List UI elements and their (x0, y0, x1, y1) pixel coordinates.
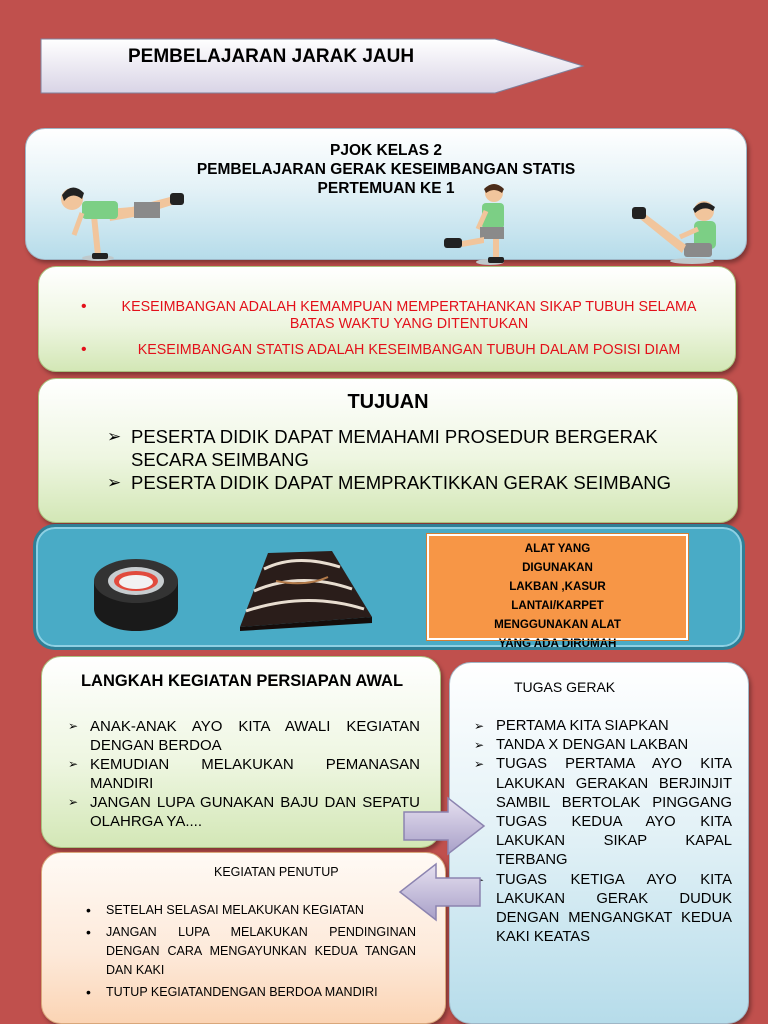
duct-tape-image (86, 551, 186, 635)
header-line-3: PERTEMUAN KE 1 (317, 180, 455, 197)
task-item: ➢ TUGAS KETIGA AYO KITA LAKUKAN GERAK DUDUK DENGAN MENGANGKAT KEDUA KAKI KEATAS (496, 871, 732, 948)
header-card (25, 128, 747, 260)
preparation-title: LANGKAH KEGIATAN PERSIAPAN AWAL (80, 672, 404, 690)
preparation-list (90, 717, 420, 831)
closing-item: • SETELAH SELASAI MELAKUKAN KEGIATAN (106, 901, 416, 920)
tujuan-list (107, 425, 707, 494)
banner-title: PEMBELAJARAN JARAK JAUH (128, 46, 415, 67)
movement-tasks-card (449, 662, 749, 1024)
equipment-line: LANTAI/KARPET (511, 599, 604, 612)
preparation-item: ➢ ANAK-ANAK AYO KITA AWALI KEGIATAN DENGAN BERDOA (90, 717, 420, 755)
tujuan-card (38, 378, 738, 523)
header-line-2: PEMBELAJARAN GERAK KESEIMBANGAN STATIS (196, 161, 576, 178)
equipment-line: ALAT YANG (524, 542, 591, 555)
preparation-steps-card (41, 656, 441, 848)
tasks-title: TUGAS GERAK (514, 679, 616, 695)
definition-item: • KESEIMBANGAN ADALAH KEMAMPUAN MEMPERTAHANKAN SIKAP TUBUH SELAMA BATAS WAKTU YANG DITENTUKAN (99, 299, 719, 333)
header-line-1: PJOK KELAS 2 (330, 142, 442, 159)
task-item: ➢ TUGAS PERTAMA AYO KITA LAKUKAN GERAKAN BERJINJIT SAMBIL BERTOLAK PINGGANG TUGAS KEDUA AYO KITA LAKUKAN SIKAP KAPAL TERBANG (496, 755, 732, 870)
definition-list (99, 299, 719, 359)
equipment-line: MENGGUNAKAN ALAT (494, 618, 621, 631)
preparation-item: ➢ KEMUDIAN MELAKUKAN PEMANASAN MANDIRI (90, 755, 420, 793)
task-item: ➢ TANDA X DENGAN LAKBAN (496, 736, 732, 755)
tasks-list (496, 717, 732, 947)
child-standing-one-leg-figure (438, 181, 522, 265)
definition-item: • KESEIMBANGAN STATIS ADALAH KESEIMBANGAN TUBUH DALAM POSISI DIAM (99, 342, 719, 359)
task-item: ➢ PERTAMA KITA SIAPKAN (496, 717, 732, 736)
child-sitting-v-balance-figure (628, 197, 724, 265)
tujuan-item: ➢ PESERTA DIDIK DAPAT MEMPRAKTIKKAN GERAK SEIMBANG (107, 471, 707, 494)
closing-item: • JANGAN LUPA MELAKUKAN PENDINGINAN DENGAN CARA MENGAYUNKAN KEDUA TANGAN DAN KAKI (106, 923, 416, 980)
equipment-line: YANG ADA DIRUMAH (498, 637, 617, 650)
right-arrow-icon (402, 796, 486, 856)
equipment-text-box (427, 534, 688, 650)
title-banner (40, 38, 585, 94)
closing-activity-card (41, 852, 446, 1024)
closing-title: KEGIATAN PENUTUP (214, 865, 339, 879)
definition-card (38, 266, 736, 372)
tujuan-title: TUJUAN (347, 391, 429, 413)
equipment-line: LAKBAN ,KASUR (509, 580, 606, 593)
tujuan-item: ➢ PESERTA DIDIK DAPAT MEMAHAMI PROSEDUR BERGERAK SECARA SEIMBANG (107, 425, 707, 471)
closing-item: • TUTUP KEGIATANDENGAN BERDOA MANDIRI (106, 983, 416, 1002)
closing-list (106, 901, 416, 1005)
left-arrow-icon (398, 862, 482, 922)
equipment-line: DIGUNAKAN (522, 561, 593, 574)
child-balancing-figure (52, 169, 192, 261)
mattress-image (236, 547, 376, 631)
preparation-item: ➢ JANGAN LUPA GUNAKAN BAJU DAN SEPATU OLAHRGA YA.... (90, 793, 420, 831)
